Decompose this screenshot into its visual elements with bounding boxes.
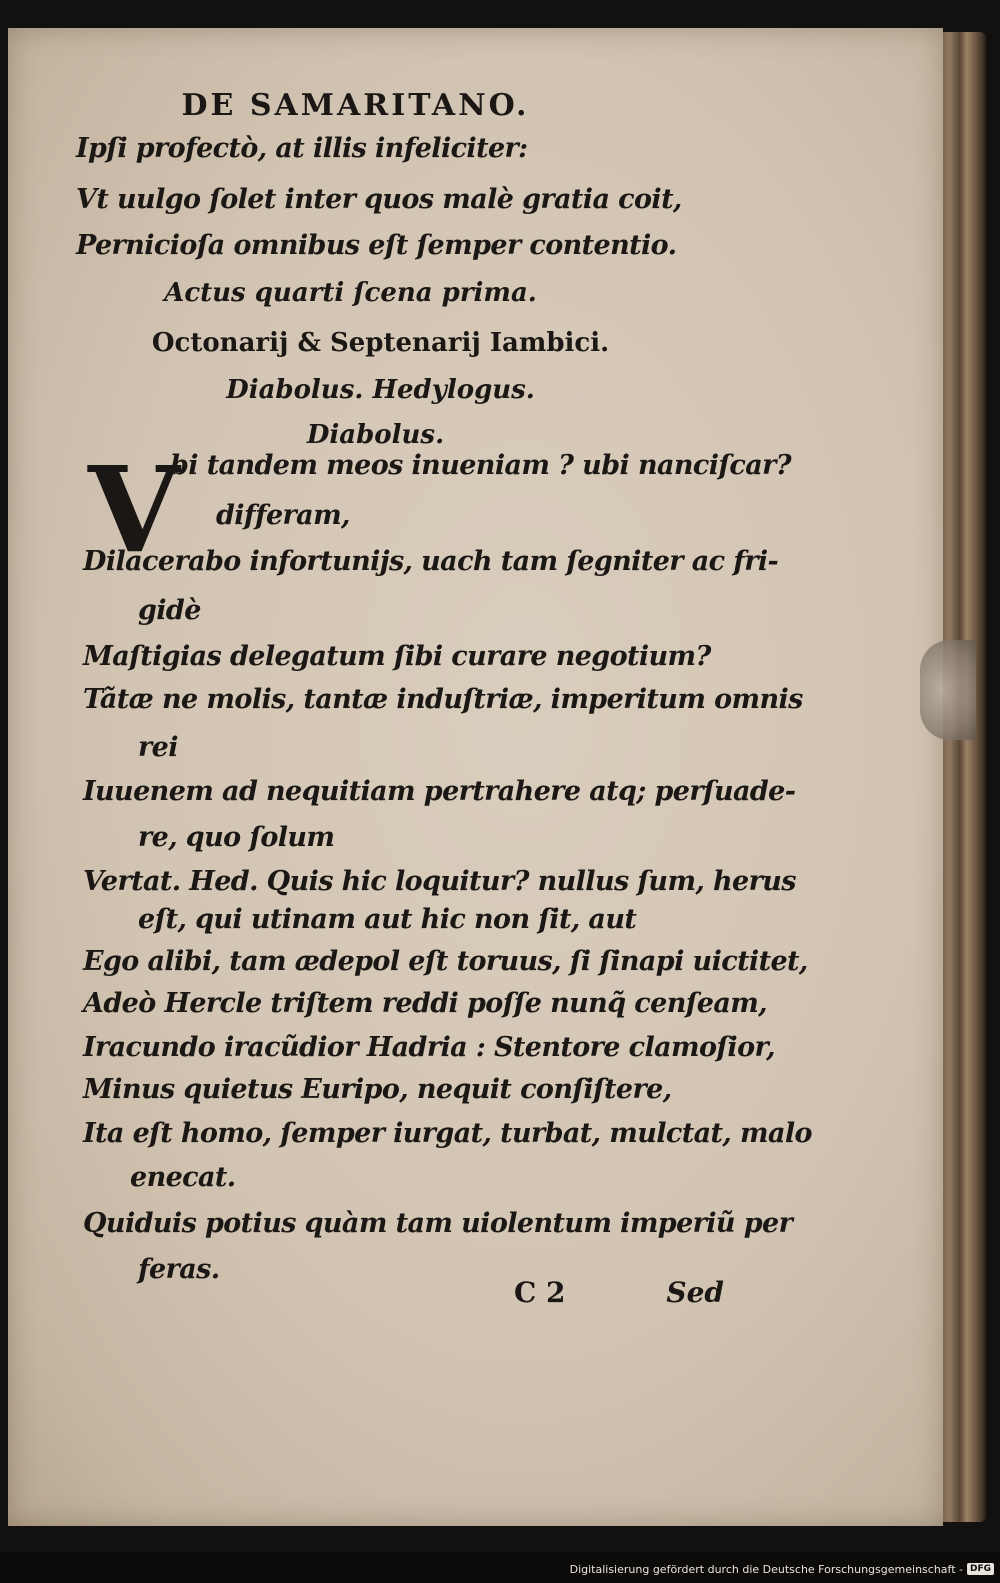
verse-line: bi tandem meos inueniam ? ubi nanciſcar?: [170, 450, 791, 481]
speakers-list: Diabolus. Hedylogus.: [226, 375, 535, 405]
verse-line: differam,: [216, 500, 350, 531]
verse-line: enecat.: [130, 1162, 236, 1193]
verse-line: Ita eſt homo, ſemper iurgat, turbat, mulctat, malo: [83, 1118, 812, 1149]
dfg-logo: DFG: [967, 1563, 994, 1575]
verse-line: re, quo ſolum: [138, 822, 335, 853]
page-edges: [938, 32, 986, 1522]
act-title: Actus quarti ſcena prima.: [164, 278, 537, 308]
verse-line: Iracundo iracũdior Hadria : Stentore clamoſior,: [83, 1032, 775, 1063]
verse-line: Vt uulgo ſolet inter quos malè gratia coit,: [76, 184, 682, 215]
verse-line: Ipſi profectò, at illis infeliciter:: [76, 133, 528, 164]
verse-line: Ego alibi, tam ædepol eſt toruus, ſi ſinapi uictitet,: [83, 946, 808, 977]
running-head: DE SAMARITANO.: [181, 88, 530, 123]
verse-line: Quiduis potius quàm tam uiolentum imperiũ per: [83, 1208, 793, 1239]
speaker-heading: Diabolus.: [306, 420, 445, 450]
catchword: Sed: [666, 1276, 724, 1309]
verse-line: Iuuenem ad nequitiam pertrahere atq; perſuade-: [83, 776, 796, 807]
drop-cap: V: [88, 440, 180, 579]
verse-line: feras.: [138, 1254, 220, 1285]
meter-heading: Octonarij & Septenarij Iambici.: [151, 328, 610, 358]
verse-line: gidè: [138, 595, 201, 626]
verse-line: Maſtigias delegatum ſibi curare negotium?: [83, 641, 711, 672]
page-clip-tab: [920, 640, 976, 740]
verse-line: eſt, qui utinam aut hic non ſit, aut: [138, 904, 637, 935]
verse-line: Dilacerabo infortunijs, uach tam ſegniter ac fri-: [83, 546, 779, 577]
verse-line: Adeò Hercle triſtem reddi poſſe nunq̃ cenſeam,: [83, 988, 767, 1019]
book-page: [8, 28, 943, 1526]
credit-text: Digitalisierung gefördert durch die Deutsche Forschungsgemeinschaft -: [569, 1562, 963, 1576]
verse-line: Pernicioſa omnibus eſt ſemper contentio.: [76, 230, 677, 261]
signature-mark: C 2: [514, 1276, 566, 1309]
verse-line: Vertat. Hed. Quis hic loquitur? nullus ſum, herus: [83, 866, 796, 897]
verse-line: Tãtæ ne molis, tantæ induſtriæ, imperitum omnis: [83, 684, 803, 715]
verse-line: Minus quietus Euripo, nequit conſiſtere,: [83, 1074, 672, 1105]
verse-line: rei: [138, 732, 178, 763]
digitization-credit: [570, 1558, 994, 1580]
